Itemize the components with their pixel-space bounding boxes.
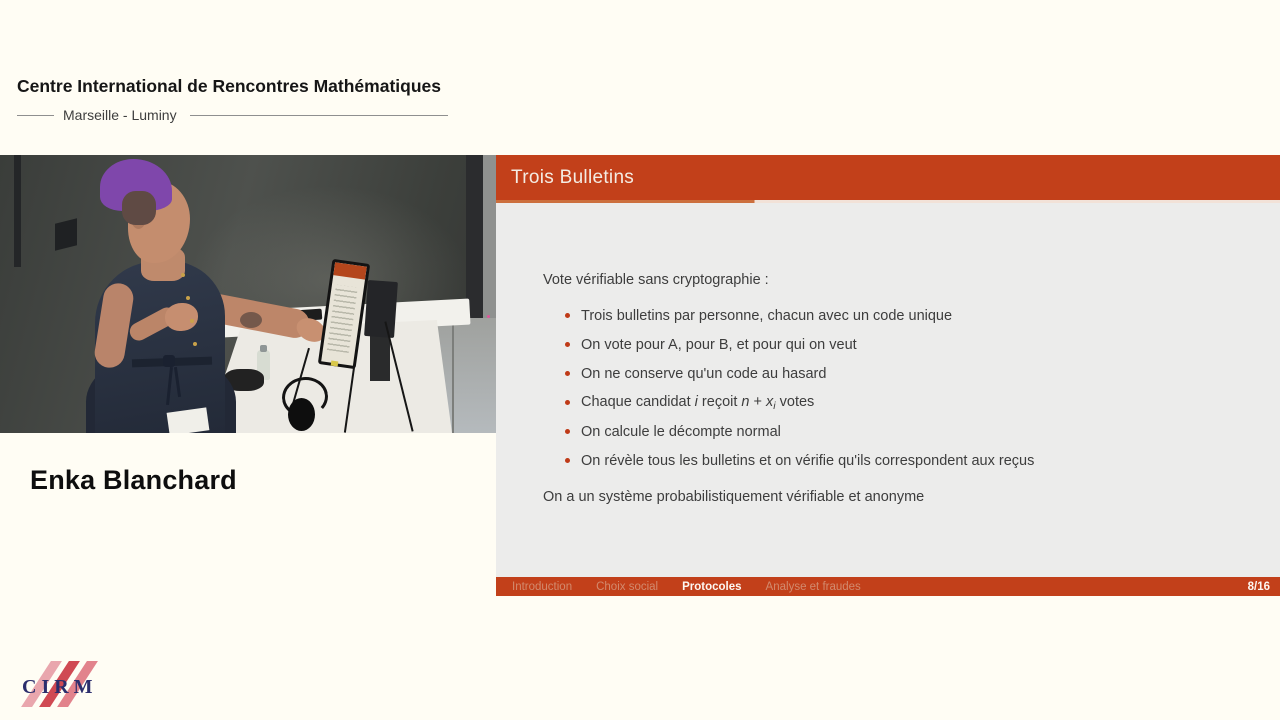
footer-nav-introduction[interactable]: Introduction: [512, 580, 573, 593]
dress-button: [193, 342, 197, 346]
presentation-slide: [496, 155, 1280, 596]
chalkboard-edge: [14, 155, 21, 267]
dress-button: [181, 273, 185, 277]
dress-waist-knot: [163, 355, 175, 367]
bullet-text: On ne conserve qu'un code au hasard: [581, 365, 827, 382]
slide-title: Trois Bulletins: [511, 166, 635, 188]
screen-mount-bracket: [55, 218, 77, 250]
bullet-text: On vote pour A, pour B, et pour qui on veut: [581, 336, 857, 353]
wall-corner-edge: [452, 318, 454, 433]
bullet-item: [496, 301, 1280, 330]
water-bottle-cap: [260, 345, 267, 352]
speaker-arm-tattoo: [240, 312, 262, 328]
bullet-item: [496, 330, 1280, 359]
bullet-item: [496, 417, 1280, 446]
slide-footer-bar: [496, 577, 1280, 596]
bullet-dot: [565, 342, 570, 347]
bullet-text: Trois bulletins par personne, chacun avec un code unique: [581, 307, 953, 324]
cirm-header-subtitle: Marseille - Luminy: [63, 107, 177, 123]
podium-corner: [167, 407, 210, 433]
slide-body: [496, 203, 1280, 577]
mini-slide-header: [333, 262, 366, 279]
footer-nav-choix-social[interactable]: Choix social: [596, 580, 659, 593]
cirm-header-title: Centre International de Rencontres Mathématiques: [17, 76, 441, 96]
slide-title-bar: [496, 155, 1280, 200]
bullet-item: [496, 446, 1280, 475]
monitor-sticker: [331, 361, 339, 367]
bullet-text: On calcule le décompte normal: [581, 423, 781, 440]
bullet-text: Chaque candidat i reçoit $n + x_i$ votes: [581, 393, 815, 412]
speaker-fist: [165, 303, 198, 331]
bullet-dot: [565, 458, 570, 463]
display-power-led: [487, 315, 490, 318]
rear-monitor: [364, 280, 398, 338]
mini-slide-text-lines: [327, 285, 358, 353]
slide-page-number: 8/16: [1247, 580, 1270, 593]
bullet-dot: [565, 371, 570, 376]
slide-intro-line: Vote vérifiable sans cryptographie :: [543, 272, 769, 288]
speaker-shaved-side: [122, 191, 156, 225]
footer-nav-analyse-et-fraudes[interactable]: Analyse et fraudes: [765, 580, 861, 593]
speaker-video: [0, 155, 496, 433]
dress-button: [186, 296, 190, 300]
bullet-dot: [565, 313, 570, 318]
bullet-dot: [565, 400, 570, 405]
slide-footer-nav: [512, 581, 861, 593]
bullet-text: On révèle tous les bulletins et on vérifie qu'ils correspondent aux reçus: [581, 452, 1035, 469]
subtitle-left-rule: [17, 115, 54, 116]
slide-bullets: [496, 301, 1280, 475]
subtitle-right-rule: [190, 115, 448, 116]
footer-nav-protocoles[interactable]: Protocoles: [682, 580, 742, 593]
speaker-name-caption: Enka Blanchard: [30, 465, 237, 495]
dress-button: [190, 319, 194, 323]
bullet-item: [496, 388, 1280, 417]
slide-conclusion-line: On a un système probabilistiquement vérifiable et anonyme: [543, 489, 925, 505]
cirm-logo-text: CIRM: [22, 676, 98, 698]
bullet-item: [496, 359, 1280, 388]
cirm-header-subtitle-row: [17, 107, 448, 123]
headphones-earcup: [288, 398, 315, 431]
bullet-dot: [565, 429, 570, 434]
cirm-logo: [22, 660, 118, 708]
